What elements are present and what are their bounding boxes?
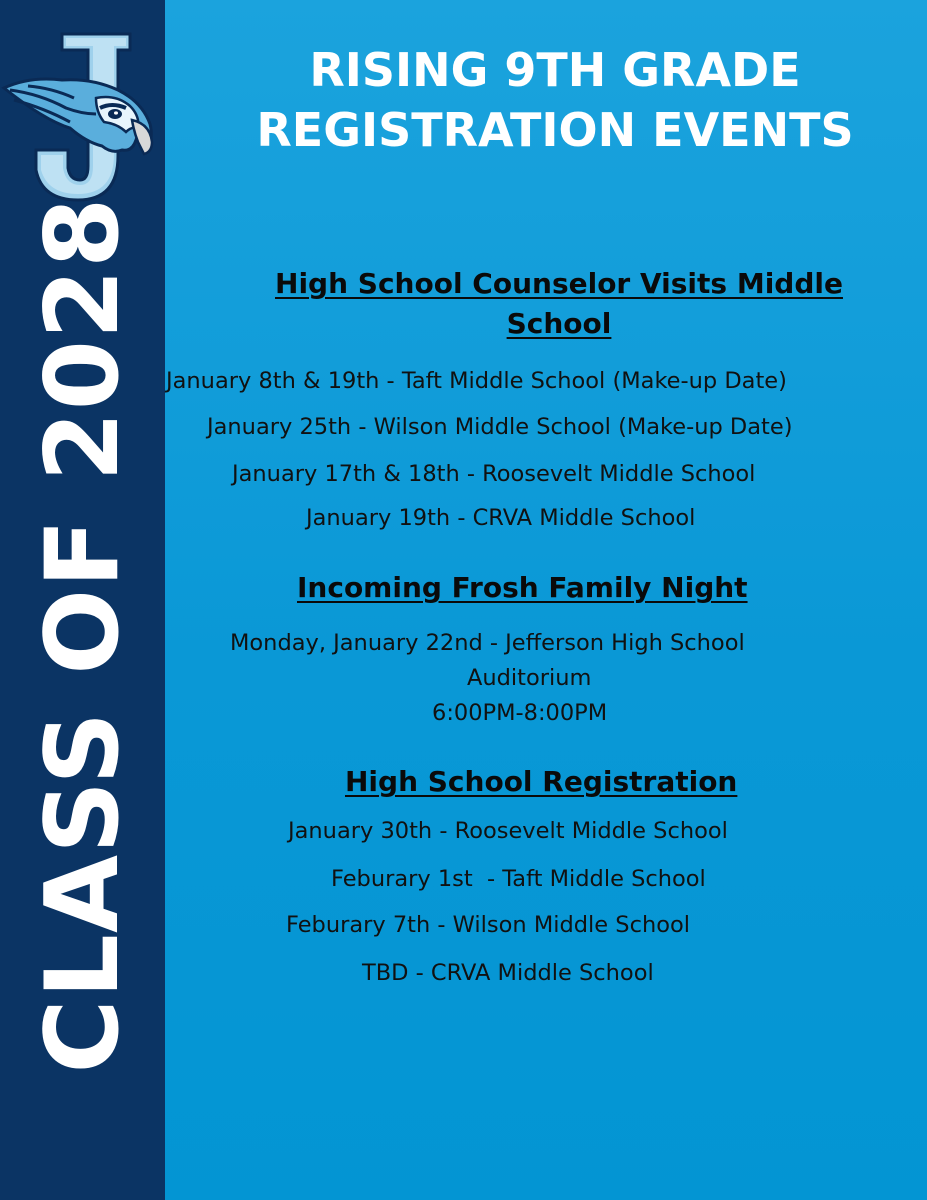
class-year-label: CLASS OF 2028 — [23, 196, 141, 1074]
section-heading-frosh-night: Incoming Frosh Family Night — [297, 571, 748, 604]
page-title — [190, 40, 920, 160]
event-item: January 19th - CRVA Middle School — [306, 505, 696, 531]
school-logo — [0, 28, 165, 208]
section-heading-line-2: School — [506, 307, 612, 340]
title-line-1: RISING 9TH GRADE — [309, 43, 801, 97]
event-item: January 17th & 18th - Roosevelt Middle School — [232, 461, 756, 487]
section-heading-counselor-visits — [248, 264, 870, 344]
event-item: Auditorium — [467, 665, 592, 691]
vertical-label-container — [0, 196, 165, 1074]
event-item: Feburary 7th - Wilson Middle School — [286, 912, 691, 938]
section-heading-line-1: High School Counselor Visits Middle — [275, 267, 843, 300]
section-heading-registration: High School Registration — [345, 765, 738, 798]
sidebar — [0, 0, 165, 1200]
event-item: Monday, January 22nd - Jefferson High School — [230, 630, 745, 656]
event-item: Feburary 1st - Taft Middle School — [331, 866, 706, 892]
event-item: TBD - CRVA Middle School — [362, 960, 654, 986]
eagle-mascot-icon — [4, 79, 152, 154]
event-item: 6:00PM-8:00PM — [432, 700, 608, 726]
event-item: January 8th & 19th - Taft Middle School (Make-up Date) — [166, 368, 787, 394]
title-line-2: REGISTRATION EVENTS — [256, 103, 854, 157]
event-item: January 30th - Roosevelt Middle School — [288, 818, 728, 844]
event-item: January 25th - Wilson Middle School (Make-up Date) — [207, 414, 793, 440]
